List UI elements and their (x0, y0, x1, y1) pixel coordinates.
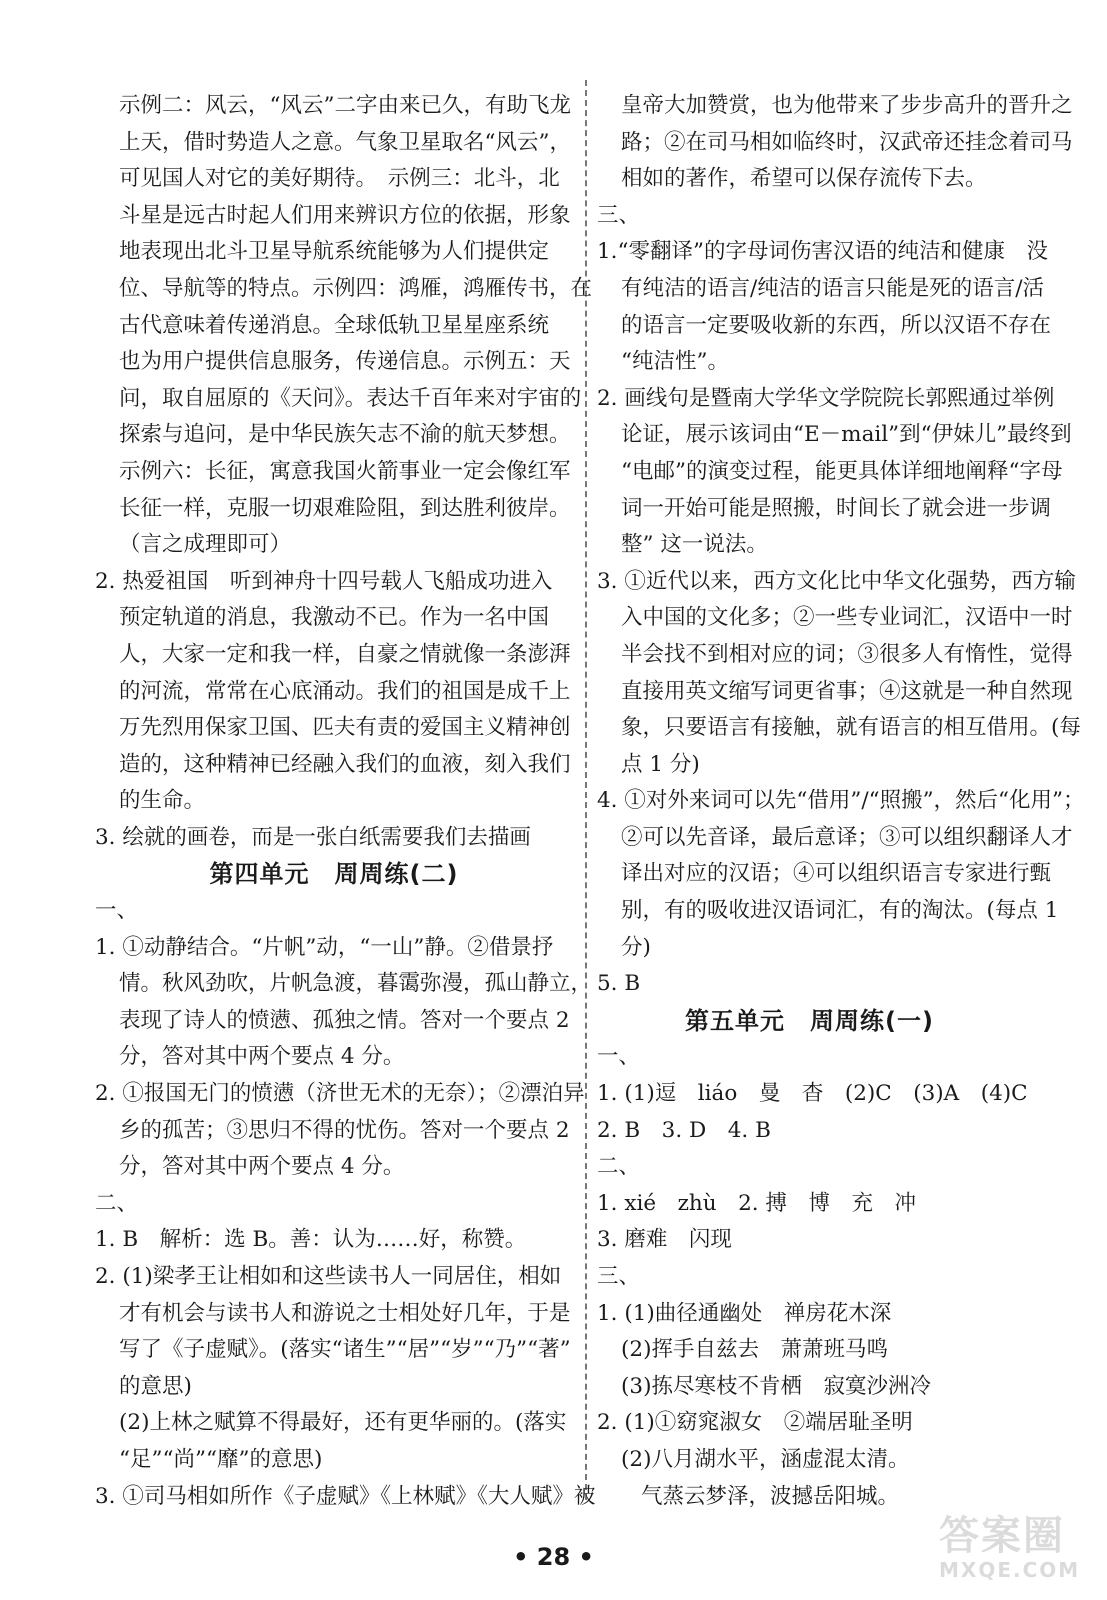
text-line: 的语言一定要吸收新的东西，所以汉语不存在 (621, 312, 1052, 338)
section-heading: 第四单元 周周练(二) (209, 860, 459, 889)
text-line: 问，取自屈原的《天问》。表达千百年来对宇宙的 (119, 385, 582, 411)
text-line: 1. xié zhù 2. 搏 博 充 冲 (597, 1190, 916, 1216)
text-line: 3. ①司马相如所作《子虚赋》《上林赋》《大人赋》被 (95, 1483, 596, 1509)
text-line: 入中国的文化多；②一些专业词汇，汉语中一时 (621, 605, 1073, 631)
text-line: 人，大家一定和我一样，自豪之情就像一条澎湃 (119, 641, 571, 667)
text-line: 词一开始可能是照搬，时间长了就会进一步调 (621, 495, 1052, 521)
text-line: 相如的著作，希望可以保存流传下去。 (621, 166, 987, 192)
text-line: 也为用户提供信息服务，传递信息。示例五：天 (119, 349, 571, 375)
text-line: 分，答对其中两个要点 4 分。 (119, 1154, 405, 1180)
page-number: • 28 • (513, 1543, 594, 1571)
left-column (95, 88, 596, 1515)
watermark-logo-text: 答案圈 (939, 1513, 1065, 1559)
text-line: 写了《子虚赋》。(落实“诸生”“居”“岁”“乃”“著” (119, 1337, 571, 1363)
right-column (597, 88, 1085, 1515)
text-line: 情。秋风劲吹，片帆急渡，暮霭弥漫，孤山静立， (119, 971, 593, 997)
text-line: 有纯洁的语言/纯洁的语言只能是死的语言/活 (621, 275, 1044, 301)
text-line: 1. B 解析：选 B。善：认为……好，称赞。 (95, 1227, 527, 1253)
text-line: 二、 (597, 1154, 641, 1180)
text-line: 示例六：长征，寓意我国火箭事业一定会像红军 (119, 458, 571, 484)
section-heading: 第五单元 周周练(一) (685, 1006, 934, 1035)
text-line: 别，有的吸收进汉语词汇，有的淘汰。(每点 1 (621, 898, 1059, 924)
text-line: 三、 (597, 202, 641, 228)
text-line: 长征一样，克服一切艰难险阻，到达胜利彼岸。 (119, 495, 571, 521)
text-line: 译出对应的汉语；④可以组织语言专家进行甄 (621, 861, 1052, 887)
text-line: 万先烈用保家卫国、匹夫有责的爱国主义精神创 (119, 715, 571, 741)
text-line: 2. (1)①窈窕淑女 ②端居耻圣明 (597, 1410, 913, 1436)
text-line: 表现了诗人的愤懑、孤独之情。答对一个要点 2 (119, 1007, 570, 1033)
text-line: “纯洁性”。 (621, 349, 729, 375)
text-line: “足”“尚”“靡”的意思) (119, 1446, 323, 1472)
text-line: 才有机会与读书人和游说之士相处好几年，于是 (119, 1300, 571, 1326)
text-line: 2. (1)梁孝王让相如和这些读书人一同居住，相如 (95, 1264, 562, 1289)
text-line: 探索与追问，是中华民族矢志不渝的航天梦想。 (119, 422, 571, 448)
text-line: 分) (621, 934, 651, 960)
site-watermark (939, 1514, 1089, 1592)
text-line: (2)八月湖水平，涵虚混太清。 (621, 1446, 910, 1472)
text-line: 地表现出北斗卫星导航系统能够为人们提供定 (119, 239, 550, 265)
text-line: 1.“零翻译”的字母词伤害汉语的纯洁和健康 没 (597, 239, 1048, 265)
text-line: 示例二：风云，“风云”二字由来已久，有助飞龙 (119, 93, 571, 118)
text-line: 一、 (95, 898, 139, 924)
text-line: (3)拣尽寒枝不肯栖 寂寞沙洲冷 (621, 1373, 931, 1399)
text-line: 点 1 分) (621, 751, 700, 777)
text-line: 象，只要语言有接触，就有语言的相互借用。(每 (621, 715, 1081, 741)
text-line: 1. (1)曲径通幽处 禅房花木深 (597, 1300, 892, 1326)
text-line: 论证，展示该词由“E－mail”到“伊妹儿”最终到 (621, 422, 1072, 448)
text-line: 二、 (95, 1190, 139, 1216)
text-line: 直接用英文缩写词更省事；④这就是一种自然现 (621, 678, 1073, 704)
text-line: 造的，这种精神已经融入我们的血液，刻入我们 (119, 751, 571, 777)
text-line: 2. 热爱祖国 听到神舟十四号载人飞船成功进入 (95, 568, 553, 594)
text-line: 三、 (597, 1264, 641, 1289)
text-line: 2. B 3. D 4. B (597, 1117, 771, 1143)
text-line: (2)挥手自兹去 萧萧班马鸣 (621, 1337, 888, 1363)
text-line: 斗星是远古时起人们用来辨识方位的依据，形象 (119, 202, 571, 228)
text-line: 5. B (597, 971, 641, 997)
text-line: 路；②在司马相如临终时，汉武帝还挂念着司马 (621, 129, 1073, 155)
text-line: 3. 绘就的画卷，而是一张白纸需要我们去描画 (95, 824, 531, 850)
text-line: 气蒸云梦泽，波撼岳阳城。 (641, 1483, 900, 1509)
text-line: 3. 磨难 闪现 (597, 1227, 732, 1253)
text-line: 4. ①对外来词可以先“借用”/“照搬”，然后“化用”； (597, 788, 1085, 814)
text-line: 可见国人对它的美好期待。 示例三：北斗，北 (119, 166, 560, 192)
text-line: 一、 (597, 1044, 641, 1070)
text-line: 上天，借时势造人之意。气象卫星取名“风云”， (119, 129, 571, 155)
text-line: 的河流，常常在心底涌动。我们的祖国是成千上 (119, 678, 571, 704)
watermark-url: MXQE.COM (939, 1558, 1081, 1582)
text-line: 预定轨道的消息，我激动不已。作为一名中国 (119, 605, 550, 631)
text-line: 古代意味着传递消息。全球低轨卫星星座系统 (119, 312, 550, 338)
text-line: 的意思) (119, 1373, 192, 1399)
text-line: 皇帝大加赞赏，也为他带来了步步高升的晋升之 (621, 93, 1073, 118)
text-line: 半会找不到相对应的词；③很多人有惰性，觉得 (621, 641, 1073, 667)
text-line: 分，答对其中两个要点 4 分。 (119, 1044, 405, 1070)
text-line: 1. (1)逗 liáo 曼 杳 (2)C (3)A (4)C (597, 1081, 1028, 1107)
text-line: 2. 画线句是暨南大学华文学院院长郭熙通过举例 (597, 385, 1055, 411)
text-line: ②可以先音译，最后意译；③可以组织翻译人才 (621, 824, 1073, 850)
text-line: “电邮”的演变过程，能更具体详细地阐释“字母 (621, 458, 1063, 484)
text-line: （言之成理即可） (119, 532, 292, 558)
text-line: 3. ①近代以来，西方文化比中华文化强势，西方输 (597, 568, 1076, 594)
text-line: (2)上林之赋算不得最好，还有更华丽的。(落实 (119, 1410, 567, 1436)
text-line: 整” 这一说法。 (621, 532, 768, 558)
text-line: 2. ①报国无门的愤懑（济世无术的无奈）；②漂泊异 (95, 1081, 585, 1107)
text-line: 1. ①动静结合。“片帆”动，“一山”静。②借景抒 (95, 934, 554, 960)
text-line: 位、导航等的特点。示例四：鸿雁，鸿雁传书，在 (119, 275, 593, 301)
text-line: 的生命。 (119, 788, 206, 814)
text-line: 乡的孤苦；③思归不得的忧伤。答对一个要点 2 (119, 1117, 570, 1143)
